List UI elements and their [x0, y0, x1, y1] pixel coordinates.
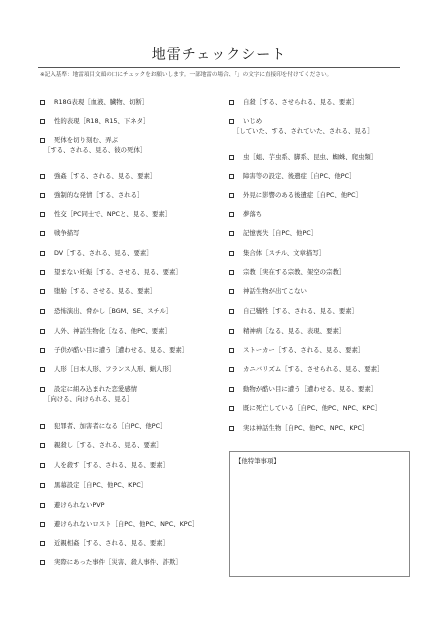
notes-box[interactable]	[229, 451, 410, 577]
checklist-item	[229, 210, 409, 220]
checklist-item	[40, 136, 220, 156]
checklist-item-label: 黒幕設定［自PC、他PC、KPC］	[54, 481, 148, 489]
title-divider	[38, 67, 400, 68]
checklist-item	[40, 539, 220, 549]
checklist-item	[229, 327, 409, 337]
checkbox[interactable]	[229, 348, 234, 353]
checklist-item-label: 虫［蛆、芋虫系、脚系、昆虫、蜘蛛、爬虫類］	[243, 153, 378, 161]
checklist-item-label: 近親相姦［する、される、見る、要素］	[54, 539, 170, 547]
instruction-note: ※記入基準：地雷項目文頭の口にチェックをお願いします。一部地雷の場合、「」の文字に直接印を付けてください。	[40, 72, 333, 78]
checklist-item-label: 精神病［なる、見る、表現、要素］	[243, 327, 346, 335]
checklist-item-label: 親殺し［する、される、見る、要素］	[54, 441, 163, 449]
checklist-item-label: 記憶喪失［自PC、他PC］	[243, 229, 318, 237]
checklist-item-label: 犯罪者、加害者になる［自PC、他PC］	[54, 422, 167, 430]
checkbox[interactable]	[229, 270, 234, 275]
checklist-item	[229, 287, 409, 297]
checklist-item	[40, 422, 220, 432]
checklist-item-options: ［する、される、見る、彼の死体］	[44, 146, 147, 154]
checklist-item	[40, 520, 220, 530]
checkbox[interactable]	[40, 270, 45, 275]
checkbox[interactable]	[40, 100, 45, 105]
checklist-item	[40, 481, 220, 491]
checklist-item-label: 望まない妊娠［する、させる、見る、要素］	[54, 268, 182, 276]
checklist-item-label: 子供が酷い目に遭う［遭わせる、見る、要素］	[54, 346, 189, 354]
checklist-item-label: 宗教［実在する宗教、架空の宗教］	[243, 268, 346, 276]
checkbox[interactable]	[40, 193, 45, 198]
checklist-item	[40, 346, 220, 356]
checklist-item-label: 強制的な発情［する、される］	[54, 191, 144, 199]
checklist-item-label: カニバリズム［する、させられる、見る、要素］	[243, 365, 384, 373]
checklist-item-label: 外見に影響のある後遺症［自PC、他PC］	[243, 191, 362, 199]
checkbox[interactable]	[229, 155, 234, 160]
checklist-item-label: 避けられないPVP	[54, 501, 105, 509]
checklist-item	[40, 441, 220, 451]
checklist-item-label: 性的表現［R18、R15、下ネタ］	[54, 117, 150, 125]
checkbox[interactable]	[229, 251, 234, 256]
checklist-item-label: 性交［PC同士で、NPCと、見る、要素］	[54, 210, 172, 218]
checklist-item-label: 堕胎［する、させる、見る、要素］	[54, 287, 157, 295]
checklist-item	[229, 307, 409, 317]
checklist-item-label: 死体を切り刻む、弄ぶ	[54, 136, 118, 144]
checkbox[interactable]	[229, 426, 234, 431]
checkbox[interactable]	[40, 387, 45, 392]
checkbox[interactable]	[229, 193, 234, 198]
checklist-item	[229, 424, 409, 434]
checklist-item	[40, 558, 220, 568]
checkbox[interactable]	[229, 367, 234, 372]
checklist-item-label: DV［する、される、見る、要素］	[54, 249, 153, 257]
checkbox[interactable]	[229, 212, 234, 217]
checklist-item	[40, 327, 220, 337]
checkbox[interactable]	[229, 309, 234, 314]
checkbox[interactable]	[40, 231, 45, 236]
checkbox[interactable]	[40, 522, 45, 527]
checklist-item	[40, 461, 220, 471]
checklist-item-label: 実際にあった事件［災害、殺人事件、詐欺］	[54, 558, 182, 566]
checklist-item	[40, 287, 220, 297]
checkbox[interactable]	[40, 119, 45, 124]
checklist-item	[40, 191, 220, 201]
checklist-item	[229, 172, 409, 182]
checklist-item	[40, 268, 220, 278]
checkbox[interactable]	[40, 348, 45, 353]
notes-box-title: 【他特筆事項】	[235, 457, 280, 465]
checklist-item	[40, 249, 220, 259]
checklist-item-label: 神話生物が出てこない	[243, 287, 307, 295]
checklist-item-label: 戦争描写	[54, 229, 80, 237]
checklist-item-label: 集合体［スチル、文章描写］	[243, 249, 326, 257]
checklist-item-label: 自己犠牲［する、される、見る、要素］	[243, 307, 359, 315]
checkbox[interactable]	[40, 541, 45, 546]
checkbox[interactable]	[229, 289, 234, 294]
checklist-item	[229, 191, 409, 201]
checklist-item-label: 自殺［する、させられる、見る、要素］	[243, 98, 359, 106]
checkbox[interactable]	[229, 387, 234, 392]
checklist-item-label: 恐怖演出、脅かし［BGM、SE、スチル］	[54, 307, 173, 315]
checklist-item-label: 既に死亡している［自PC、他PC、NPC、KPC］	[243, 404, 382, 412]
checkbox[interactable]	[229, 100, 234, 105]
checklist-item-label: いじめ	[243, 117, 263, 125]
checklist-item	[40, 385, 220, 405]
checkbox[interactable]	[40, 309, 45, 314]
checkbox[interactable]	[40, 329, 45, 334]
checklist-item	[40, 172, 220, 182]
checklist-item	[40, 365, 220, 375]
checkbox[interactable]	[229, 329, 234, 334]
checklist-item-options: ［向ける、向けられる、見る］	[44, 395, 134, 403]
checklist-item-label: R18G表現［血液、臓物、切断］	[54, 98, 149, 106]
checkbox[interactable]	[229, 406, 234, 411]
checklist-item	[229, 153, 409, 163]
checkbox[interactable]	[229, 174, 234, 179]
checklist-item-label: 避けられないロスト［自PC、他PC、NPC、KPC］	[54, 520, 199, 528]
checkbox[interactable]	[40, 424, 45, 429]
checklist-item-label: 設定に組み込まれた恋愛感情	[54, 385, 138, 393]
checkbox[interactable]	[40, 483, 45, 488]
checkbox[interactable]	[40, 212, 45, 217]
checkbox[interactable]	[40, 503, 45, 508]
checkbox[interactable]	[229, 119, 234, 124]
checkbox[interactable]	[40, 367, 45, 372]
checkbox[interactable]	[40, 443, 45, 448]
checklist-item	[40, 229, 220, 239]
checklist-item	[229, 249, 409, 259]
checklist-item	[40, 307, 220, 317]
checklist-item-label: 夢落ち	[243, 210, 263, 218]
checklist-item-label: 動物が酷い目に遭う［遭わせる、見る、要素］	[243, 385, 378, 393]
checklist-item-options: ［していた、する、されていた、される、見る］	[233, 127, 374, 135]
checklist-item	[229, 229, 409, 239]
checklist-item	[229, 346, 409, 356]
checklist-item	[40, 98, 220, 108]
checklist-item	[40, 117, 220, 127]
checklist-item-label: 人形［日本人形、フランス人形、蝋人形］	[54, 365, 176, 373]
checkbox[interactable]	[40, 251, 45, 256]
checklist-item	[229, 117, 409, 137]
checklist-item	[229, 404, 409, 414]
checklist-item	[229, 385, 409, 395]
page-title: 地雷チェックシート	[151, 47, 287, 63]
checkbox[interactable]	[40, 463, 45, 468]
checklist-item-label: 強姦［する、される、見る、要素］	[54, 172, 157, 180]
checklist-item	[40, 501, 220, 511]
checklist-item	[229, 98, 409, 108]
checklist-item-label: 障害等の設定、後遺症［自PC、他PC］	[243, 172, 356, 180]
checkbox[interactable]	[40, 174, 45, 179]
checklist-item-label: 人外、神話生物化［なる、他PC、要素］	[54, 327, 171, 335]
checkbox[interactable]	[229, 231, 234, 236]
checkbox[interactable]	[40, 138, 45, 143]
checklist-item	[40, 210, 220, 220]
checklist-item-label: ストーカー［する、される、見る、要素］	[243, 346, 365, 354]
checkbox[interactable]	[40, 560, 45, 565]
checklist-item-label: 実は神話生物［自PC、他PC、NPC、KPC］	[243, 424, 369, 432]
checklist-item	[229, 268, 409, 278]
checkbox[interactable]	[40, 289, 45, 294]
checklist-item	[229, 365, 409, 375]
checklist-item-label: 人を殺す［する、される、見る、要素］	[54, 461, 170, 469]
